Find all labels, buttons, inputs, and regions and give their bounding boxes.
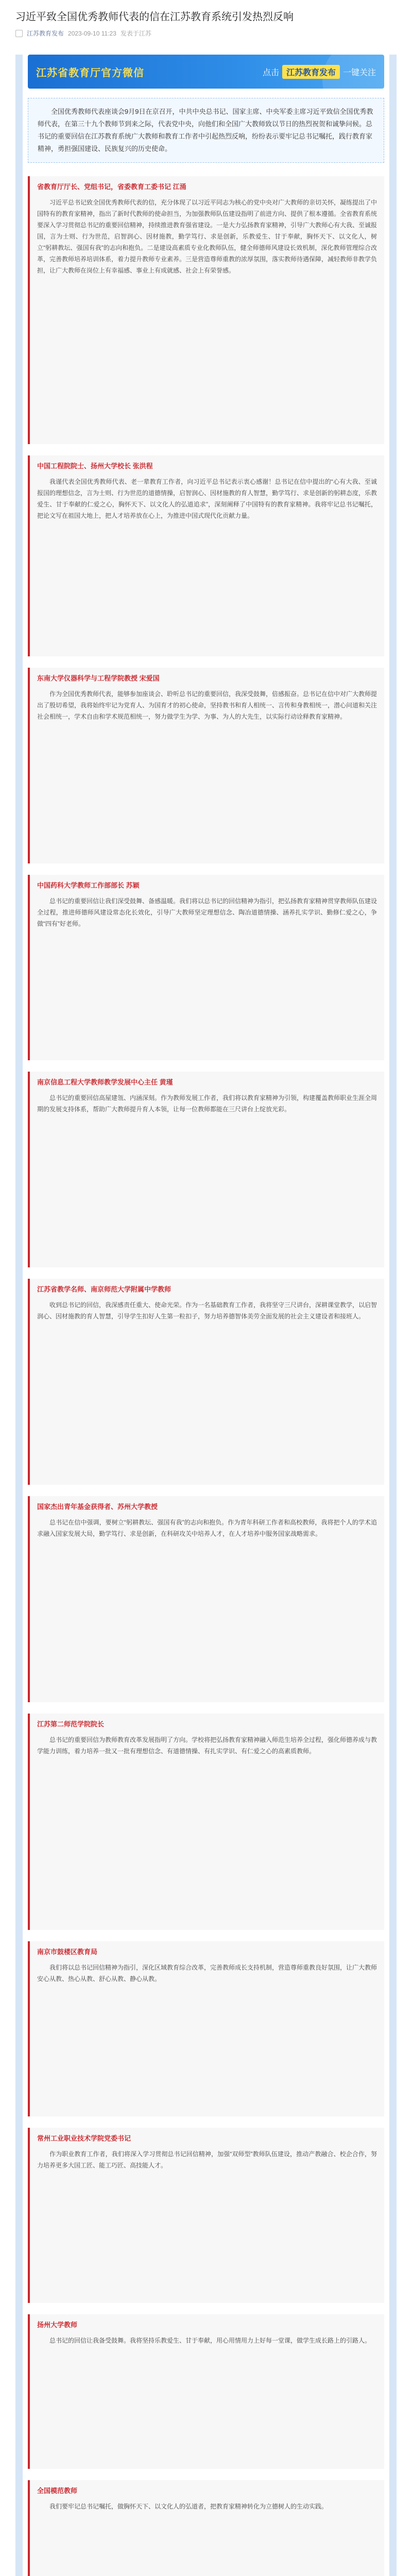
article-location: 发表于江苏 — [120, 30, 151, 37]
quote-card-title: 全国模范教师 — [37, 2487, 78, 2495]
lead-paragraph: 全国优秀教师代表座谈会9月9日在京召开，中共中央总书记、国家主席、中央军委主席习近平致信全国优秀教师代表，在第三十九个教师节到来之际，代表党中央，向他们和全国广大教师致以节日的热烈祝贺和诚挚问候。总书记的重要回信在江苏教育系统广大教师和教育工作者中引起热烈反响，纷纷表示要牢记总书记嘱托，践行教育家精神，勇担强国建设、民族复兴的历史使命。 — [28, 98, 384, 163]
quote-card-title: 江苏省教学名师、南京师范大学附属中学教师 — [37, 1285, 171, 1293]
article-meta — [15, 29, 397, 38]
quote-card-title: 省教育厅厅长、党组书记，省委教育工委书记 江涌 — [37, 183, 186, 191]
quote-card-body: 我们将以总书记回信精神为指引，深化区域教育综合改革，完善教师成长支持机制，营造尊师重教良好氛围，让广大教师安心从教、热心从教、舒心从教、静心从教。 — [37, 1964, 377, 1982]
banner-follow-prompt[interactable] — [263, 65, 376, 79]
quote-card — [28, 1496, 384, 1702]
banner-suffix: 一键关注 — [342, 68, 376, 77]
quote-card-body: 作为职业教育工作者，我们将深入学习贯彻总书记回信精神，加强“双师型”教师队伍建设，推动产教融合、校企合作，努力培养更多大国工匠、能工巧匠、高技能人才。 — [37, 2150, 377, 2169]
article-header — [0, 0, 412, 49]
banner-prefix: 点击 — [262, 68, 279, 77]
quote-card-body: 总书记的重要回信让我们深受鼓舞、备感温暖。我们将以总书记的回信精神为指引，把弘扬教育家精神贯穿教师队伍建设全过程，推进师德师风建设常态化长效化，引导广大教师坚定理想信念、陶冶道德情操、涵养扎实学识、勤修仁爱之心，争做“四有”好老师。 — [37, 897, 377, 927]
account-icon — [15, 30, 23, 37]
quote-card — [28, 455, 384, 656]
banner-highlight: 江苏教育发布 — [282, 65, 340, 79]
quote-card-title: 中国药科大学教师工作部部长 苏颖 — [37, 882, 140, 889]
quote-card — [28, 1072, 384, 1267]
quote-card-title: 中国工程院院士、扬州大学校长 张洪程 — [37, 462, 153, 470]
quote-card — [28, 2314, 384, 2469]
quote-card-body: 总书记的重要回信为教师教育改革发展指明了方向。学校将把弘扬教育家精神融入师范生培养全过程，强化师德养成与教学能力训练，着力培养一批又一批有理想信念、有道德情操、有扎实学识、有仁爱之心的高素质教师。 — [37, 1736, 377, 1755]
quote-card — [28, 1279, 384, 1485]
quote-card-body: 总书记在信中强调，要树立“躬耕教坛、强国有我”的志向和抱负。作为青年科研工作者和高校教师，我将把个人的学术追求融入国家发展大局，勤学笃行、求是创新，在科研攻关中培养人才，在人才培养中服务国家战略需求。 — [37, 1519, 377, 1537]
quote-card-title: 东南大学仪器科学与工程学院教授 宋爱国 — [37, 674, 160, 682]
quote-card-title: 江苏第二师范学院院长 — [37, 1720, 105, 1728]
quote-card-title: 南京信息工程大学教师教学发展中心主任 黄瑾 — [37, 1078, 173, 1086]
quote-card-title: 国家杰出青年基金获得者、苏州大学教授 — [37, 1503, 158, 1511]
quote-card-body: 我谨代表全国优秀教师代表、老一辈教育工作者，向习近平总书记表示衷心感谢！总书记在信中提出的“心有大我、至诚报国的理想信念，言为士则、行为世范的道德情操，启智润心、因材施教的育人智慧，勤学笃行、求是创新的躬耕态度，乐教爱生、甘于奉献的仁爱之心，胸怀天下、以文化人的弘道追求”，深刻阐释了中国特有的教育家精神。我将牢记总书记嘱托，把论文写在祖国大地上，把人才培养放在心上，为推进中国式现代化贡献力量。 — [37, 478, 377, 519]
quote-card — [28, 2480, 384, 2576]
quote-card-list — [28, 176, 384, 2576]
follow-banner[interactable] — [28, 55, 384, 89]
quote-card-title: 扬州大学教师 — [37, 2321, 78, 2329]
content-frame — [15, 55, 397, 2576]
quote-card — [28, 1714, 384, 1930]
quote-card — [28, 668, 384, 863]
quote-card-body: 收到总书记的回信，我深感责任重大、使命光荣。作为一名基础教育工作者，我将坚守三尺讲台，深耕课堂教学，以启智润心、因材施教的育人智慧，引导学生扣好人生第一粒扣子，努力培养德智体美劳全面发展的社会主义建设者和接班人。 — [37, 1301, 377, 1320]
quote-card-body: 总书记的回信让我备受鼓舞。我将坚持乐教爱生、甘于奉献，用心用情用力上好每一堂课，做学生成长路上的引路人。 — [49, 2337, 371, 2344]
quote-card — [28, 1941, 384, 2116]
quote-card-body: 作为全国优秀教师代表，能够参加座谈会、聆听总书记的重要回信，我深受鼓舞，倍感振奋。总书记在信中对广大教师提出了殷切希望，我将始终牢记为党育人、为国育才的初心使命，坚持教书和育人相统一、言传和身教相统一，潜心问道和关注社会相统一，学术自由和学术规范相统一，努力做学生为学、为事、为人的大先生，以实际行动诠释教育家精神。 — [37, 690, 377, 720]
quote-card-body: 习近平总书记致全国优秀教师代表的信，充分体现了以习近平同志为核心的党中央对广大教师的亲切关怀，凝练提出了中国特有的教育家精神，指出了新时代教师的使命担当，为加强教师队伍建设指明了前进方向、提供了根本遵循。全省教育系统要深入学习贯彻总书记的重要回信精神，持续推进教育强省建设。一是大力弘扬教育家精神，引导广大教师心有大我、至诚报国，言为士则、行为世范，启智润心、因材施教，勤学笃行、求是创新，乐教爱生、甘于奉献，胸怀天下、以文化人，树立“躬耕教坛、强国有我”的志向和抱负。二是建设高素质专业化教师队伍，健全师德师风建设长效机制，深化教师管理综合改革，完善教师培养培训体系，着力提升教师专业素养。三是营造尊师重教的浓厚氛围，落实教师待遇保障，减轻教师非教学负担，让广大教师在岗位上有幸福感、事业上有成就感、社会上有荣誉感。 — [37, 199, 377, 274]
quote-card-title: 南京市鼓楼区教育局 — [37, 1948, 98, 1956]
article-title: 习近平致全国优秀教师代表的信在江苏教育系统引发热烈反响 — [15, 11, 294, 23]
article-source[interactable]: 江苏教育发布 — [27, 30, 64, 37]
quote-card — [28, 875, 384, 1060]
quote-card-body: 我们要牢记总书记嘱托，做胸怀天下、以文化人的弘道者，把教育家精神转化为立德树人的生动实践。 — [49, 2503, 328, 2510]
quote-card-body: 总书记的重要回信高屋建瓴、内涵深刻。作为教师发展工作者，我们将以教育家精神为引领，构建覆盖教师职业生涯全周期的发展支持体系，帮助广大教师提升育人本领，让每一位教师都能在三尺讲台上绽放光彩。 — [37, 1094, 377, 1113]
article-content — [0, 49, 412, 2576]
article-date: 2023-09-10 11:23 — [68, 29, 116, 37]
quote-card — [28, 2128, 384, 2303]
quote-card — [28, 176, 384, 444]
banner-account-name: 江苏省教育厅官方微信 — [36, 67, 144, 79]
quote-card-title: 常州工业职业技术学院党委书记 — [37, 2134, 131, 2142]
